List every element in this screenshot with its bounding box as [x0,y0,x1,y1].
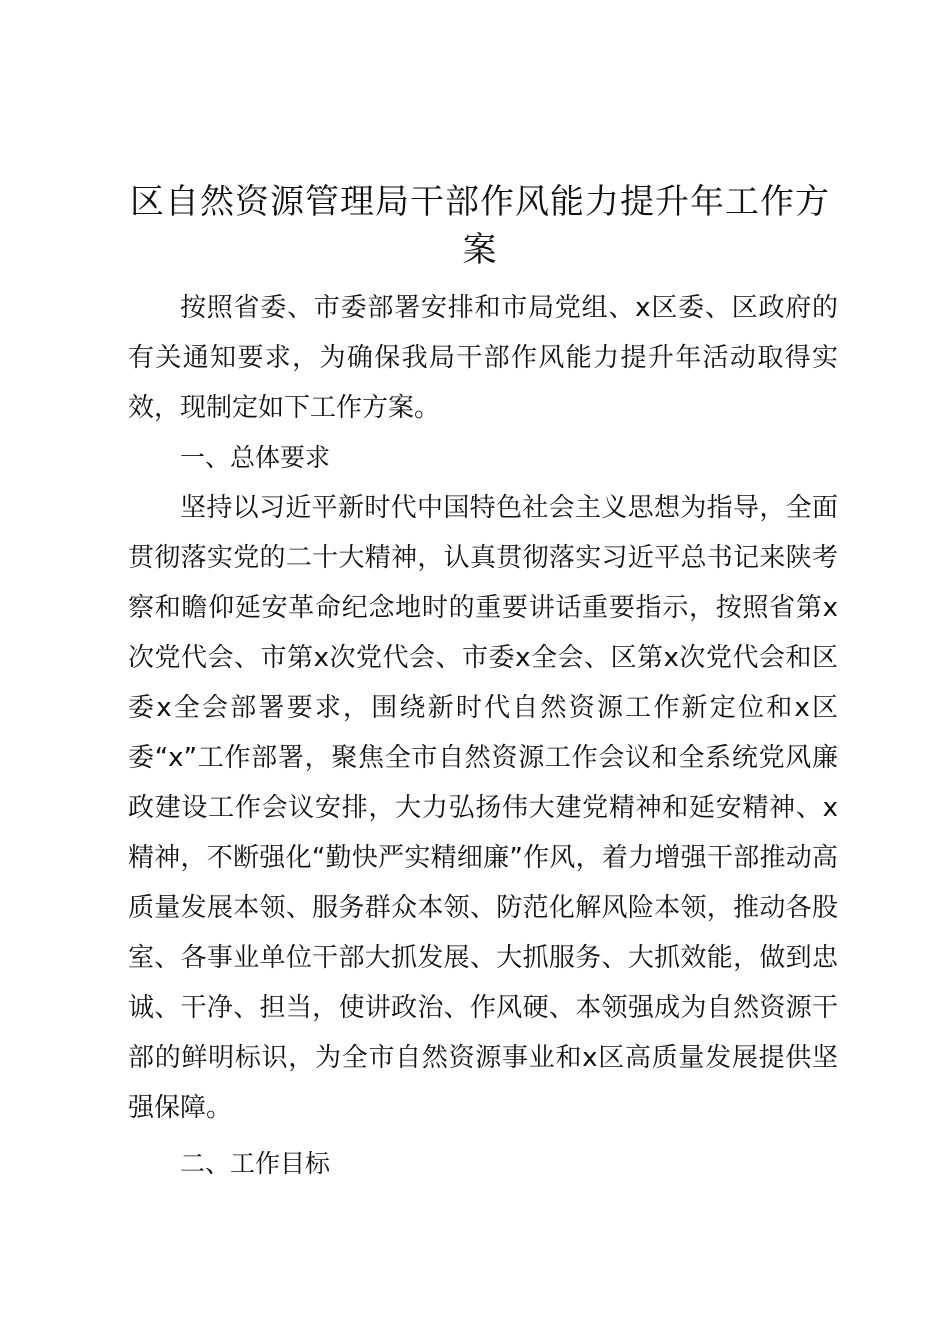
section-1-heading: 一、总体要求 [180,443,331,472]
document-body [128,283,838,1189]
section-1-paragraph: 坚持以习近平新时代中国特色社会主义思想为指导，全面贯彻落实党的二十大精神，认真贯彻落实习近平总书记来陕考察和瞻仰延安革命纪念地时的重要讲话重要指示，按照省第x次党代会、市第x次党代会、市委x全会、区第x次党代会和区委x全会部署要求，围绕新时代自然资源工作新定位和x区委“x”工作部署，聚焦全市自然资源工作会议和全系统党风廉政建设工作会议安排，大力弘扬伟大建党精神和延安精神、x精神，不断强化“勤快严实精细廉”作风，着力增强干部推动高质量发展本领、服务群众本领、防范化解风险本领，推动各股室、各事业单位干部大抓发展、大抓服务、大抓效能，做到忠诚、干净、担当，使讲政治、作风硬、本领强成为自然资源干部的鲜明标识，为全市自然资源事业和x区高质量发展提供坚强保障。 [128,493,838,1123]
document-title: 区自然资源管理局干部作风能力提升年工作方案 [130,182,830,270]
section-2-heading: 二、工作目标 [180,1149,331,1178]
intro-paragraph: 按照省委、市委部署安排和市局党组、x区委、区政府的有关通知要求，为确保我局干部作风能力提升年活动取得实效，现制定如下工作方案。 [128,293,838,423]
